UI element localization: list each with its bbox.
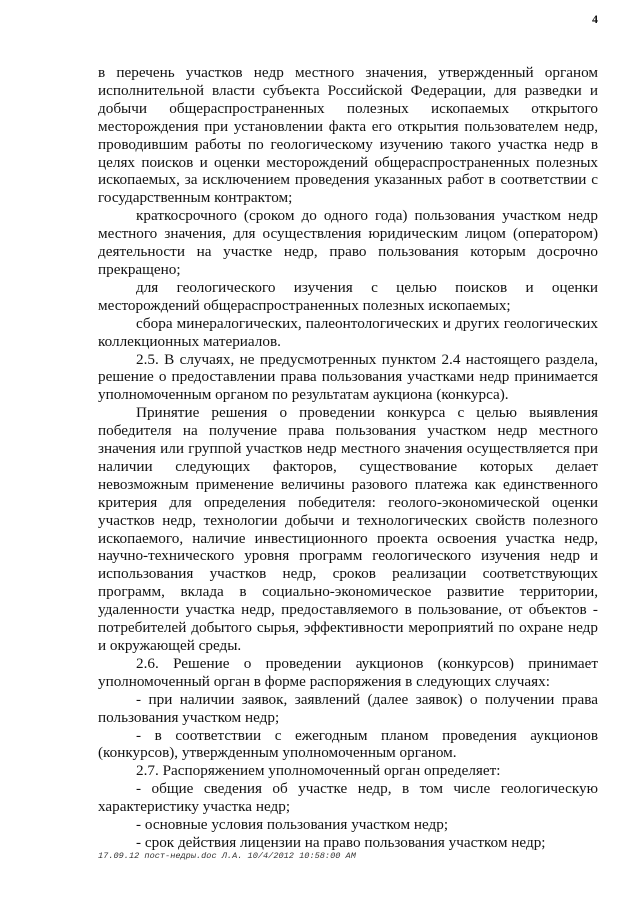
paragraph: 2.7. Распоряжением уполномоченный орган определяет:	[136, 762, 501, 780]
paragraph: в перечень участков недр местного значения, утвержденный органом исполнительной власти субъекта Российской Федерации, для разведки и добычи общераспространенных полезных ископаемых открытого месторождения при установлении факта его открытия пользователем недр, проводившим работы по геологическому изучению такого участка недр в целях поисков и оценки месторождений общераспространенных полезных ископаемых, за исключением проведения указанных работ в соответствии с государственным контрактом;	[98, 64, 598, 207]
paragraph: краткосрочного (сроком до одного года) пользования участком недр местного значения, для осуществления юридическим лицом (оператором) деятельности на участке недр, право пользования которым досрочно прекращено;	[98, 207, 598, 278]
paragraph: Принятие решения о проведении конкурса с целью выявления победителя на получение права пользования участком недр местного значения или группой участков недр местного значения осуществляется при наличии следующих факторов, существование которых делает невозможным применение величины разового платежа как единственного критерия для определения победителя: геолого-экономической оценки участков недр, технологии добычи и технологических свойств полезного ископаемого, наличие инвестиционного проекта освоения участка недр, научно-технического уровня программ геологического изучения недр и использования участков недр, сроков реализации соответствующих программ, вклада в социально-экономическое развитие территории, удаленности участка недр, предоставляемого в пользование, от объектов - потребителей добытого сырья, эффективности мероприятий по охране недр и окружающей среды.	[98, 404, 598, 654]
paragraph: - основные условия пользования участком недр;	[136, 816, 449, 834]
paragraph: - при наличии заявок, заявлений (далее заявок) о получении права пользования участком недр;	[98, 690, 598, 726]
page-number: 4	[592, 12, 598, 26]
paragraph: 2.5. В случаях, не предусмотренных пунктом 2.4 настоящего раздела, решение о предоставлении права пользования участками недр принимается уполномоченным органом по результатам аукциона (конкурса).	[98, 350, 598, 404]
paragraph: 2.6. Решение о проведении аукционов (конкурсов) принимает уполномоченный орган в форме распоряжения в следующих случаях:	[98, 654, 598, 690]
paragraph: для геологического изучения с целью поисков и оценки месторождений общераспространенных полезных ископаемых;	[98, 278, 598, 314]
paragraph: - срок действия лицензии на право пользования участком недр;	[136, 833, 546, 851]
document-footer: 17.09.12 пост-недры.doc Л.А. 10/4/2012 10:58:00 AM	[98, 851, 356, 861]
paragraph: - общие сведения об участке недр, в том числе геологическую характеристику участка недр;	[98, 780, 598, 816]
document-body	[98, 64, 598, 852]
paragraph: - в соответствии с ежегодным планом проведения аукционов (конкурсов), утвержденным уполномоченным органом.	[98, 726, 598, 762]
paragraph: сбора минералогических, палеонтологических и других геологических коллекционных материалов.	[98, 314, 598, 350]
